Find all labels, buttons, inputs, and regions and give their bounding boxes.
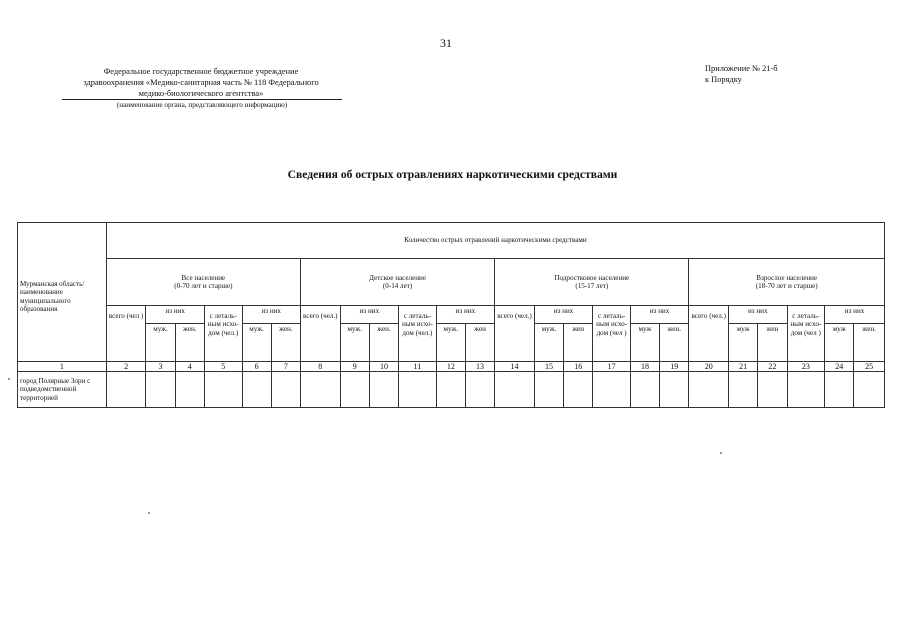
column-number: 9 <box>340 362 369 372</box>
data-cell[interactable] <box>495 372 535 408</box>
column-number: 7 <box>271 362 300 372</box>
scan-speck <box>8 378 10 380</box>
header-of-them: из них <box>242 306 300 324</box>
org-line: медико-биологического агентства» <box>138 89 264 98</box>
header-women: жен. <box>369 324 398 362</box>
column-number: 3 <box>146 362 175 372</box>
org-line: Федеральное государственное бюджетное учреждение <box>103 67 299 76</box>
column-number: 2 <box>106 362 146 372</box>
column-number: 22 <box>758 362 787 372</box>
group-header-children: Детское население (0-14 лет) <box>300 259 494 306</box>
column-number: 15 <box>534 362 563 372</box>
data-cell[interactable] <box>729 372 758 408</box>
page-number: 31 <box>440 36 452 50</box>
column-number: 20 <box>689 362 729 372</box>
header-men: муж <box>729 324 758 362</box>
column-number: 6 <box>242 362 271 372</box>
appendix-line: к Порядку <box>705 75 742 84</box>
group-header-teens: Подростковое население (15-17 лет) <box>495 259 689 306</box>
data-cell[interactable] <box>106 372 146 408</box>
column-number: 13 <box>465 362 494 372</box>
column-number: 10 <box>369 362 398 372</box>
header-men: муж. <box>146 324 175 362</box>
column-number: 5 <box>204 362 242 372</box>
column-number: 21 <box>729 362 758 372</box>
data-cell[interactable] <box>689 372 729 408</box>
header-of-them: из них <box>436 306 494 324</box>
data-cell[interactable] <box>204 372 242 408</box>
organization-name <box>62 66 340 99</box>
region-cell: город Полярные Зори с подведомственной территорией <box>18 372 107 408</box>
header-of-them: из них <box>340 306 398 324</box>
column-number: 12 <box>436 362 465 372</box>
appendix-note <box>705 63 778 85</box>
appendix-line: Приложение № 21-б <box>705 64 778 73</box>
header-women: жен. <box>660 324 689 362</box>
header-men: муж. <box>242 324 271 362</box>
header-of-them: из них <box>825 306 885 324</box>
data-cell[interactable] <box>340 372 369 408</box>
region-header: Мурманская область/ наименование муниципального образования <box>18 223 107 362</box>
column-number: 14 <box>495 362 535 372</box>
header-lethal: с леталь-ным исхо-дом (чел ) <box>787 306 825 362</box>
data-cell[interactable] <box>146 372 175 408</box>
header-women: жен <box>758 324 787 362</box>
data-cell[interactable] <box>300 372 340 408</box>
header-of-them: из них <box>729 306 787 324</box>
header-of-them: из них <box>534 306 592 324</box>
column-number: 18 <box>630 362 659 372</box>
scan-speck <box>148 512 150 514</box>
header-women: жен <box>564 324 593 362</box>
data-cell[interactable] <box>758 372 787 408</box>
column-number: 25 <box>854 362 885 372</box>
column-number: 4 <box>175 362 204 372</box>
data-cell[interactable] <box>660 372 689 408</box>
header-total: всего (чел.) <box>495 306 535 362</box>
header-women: жен. <box>854 324 885 362</box>
data-cell[interactable] <box>630 372 659 408</box>
header-total: всего (чел.) <box>689 306 729 362</box>
data-cell[interactable] <box>564 372 593 408</box>
header-lethal: с леталь-ным исхо-дом (чел ) <box>593 306 631 362</box>
header-total: всего (чел ) <box>106 306 146 362</box>
data-cell[interactable] <box>399 372 437 408</box>
header-women: жен. <box>271 324 300 362</box>
org-caption: (наименование органа, представляющего информацию) <box>116 101 288 109</box>
header-women: жен <box>465 324 494 362</box>
scan-speck <box>720 452 722 454</box>
column-number: 16 <box>564 362 593 372</box>
data-cell[interactable] <box>854 372 885 408</box>
table-row <box>18 372 885 408</box>
data-cell[interactable] <box>436 372 465 408</box>
org-underline <box>62 99 342 100</box>
header-lethal: с леталь-ным исхо-дом (чел.) <box>399 306 437 362</box>
header-of-them: из них <box>146 306 204 324</box>
column-number: 8 <box>300 362 340 372</box>
main-header: Количество острых отравлений наркотическими средствами <box>106 223 884 259</box>
data-cell[interactable] <box>825 372 854 408</box>
column-number: 24 <box>825 362 854 372</box>
group-header-adults: Взрослое население (18-70 лет и старше) <box>689 259 885 306</box>
header-men: муж. <box>340 324 369 362</box>
poisoning-table <box>17 222 885 408</box>
column-number: 17 <box>593 362 631 372</box>
group-header-all: Все население (0-70 лет и старше) <box>106 259 300 306</box>
header-men: муж <box>630 324 659 362</box>
data-cell[interactable] <box>369 372 398 408</box>
header-total: всего (чел.) <box>300 306 340 362</box>
header-of-them: из них <box>630 306 688 324</box>
header-men: муж <box>825 324 854 362</box>
data-cell[interactable] <box>242 372 271 408</box>
document-title: Сведения об острых отравлениях наркотическими средствами <box>287 168 618 181</box>
data-cell[interactable] <box>787 372 825 408</box>
org-line: здравоохранения «Медико-санитарная часть № 118 Федерального <box>83 78 319 87</box>
data-cell[interactable] <box>175 372 204 408</box>
header-men: муж. <box>534 324 563 362</box>
column-number: 11 <box>399 362 437 372</box>
data-cell[interactable] <box>593 372 631 408</box>
data-cell[interactable] <box>271 372 300 408</box>
header-men: муж. <box>436 324 465 362</box>
data-cell[interactable] <box>534 372 563 408</box>
data-cell[interactable] <box>465 372 494 408</box>
column-number: 23 <box>787 362 825 372</box>
header-lethal: с леталь-ным исхо-дом (чел.) <box>204 306 242 362</box>
column-number-row <box>18 362 885 372</box>
column-number: 19 <box>660 362 689 372</box>
header-women: жен. <box>175 324 204 362</box>
column-number: 1 <box>18 362 107 372</box>
